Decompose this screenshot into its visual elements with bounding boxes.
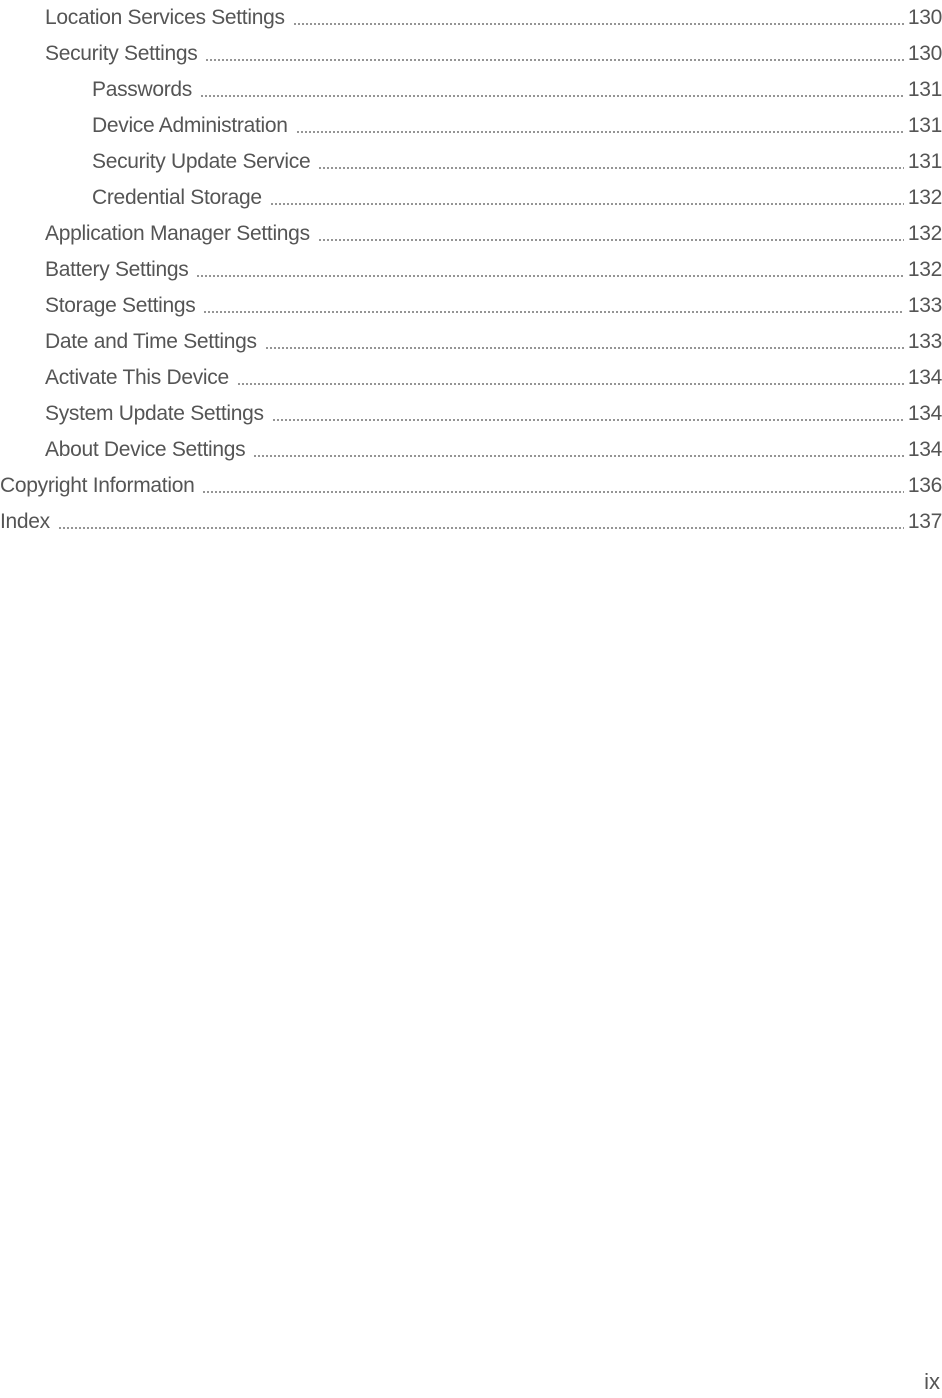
dot-leader	[196, 275, 903, 277]
dot-leader	[58, 527, 904, 529]
toc-entry-system-update-settings[interactable]	[0, 396, 942, 426]
dot-leader	[265, 347, 904, 349]
toc-entry-page: 132	[907, 186, 942, 209]
toc-entry-page: 130	[907, 42, 942, 65]
dot-leader	[205, 59, 903, 61]
toc-entry-storage-settings[interactable]	[0, 288, 942, 318]
dot-leader	[203, 311, 903, 313]
toc-entry-date-and-time-settings[interactable]	[0, 324, 942, 354]
dot-leader	[253, 455, 904, 457]
toc-entry-page: 131	[907, 114, 942, 137]
toc-entry-credential-storage[interactable]	[0, 180, 942, 210]
page-number: ix	[924, 1369, 940, 1394]
toc-entry-title: Location Services Settings	[45, 6, 285, 29]
toc-entry-title: Copyright Information	[0, 474, 195, 497]
toc-entry-title: Security Update Service	[92, 150, 311, 173]
toc-entry-title: Device Administration	[92, 114, 288, 137]
toc-entry-application-manager-settings[interactable]	[0, 216, 942, 246]
toc-entry-index[interactable]	[0, 504, 942, 534]
toc-entry-title: Security Settings	[45, 42, 198, 65]
toc-entry-page: 137	[907, 510, 942, 533]
toc-entry-page: 130	[907, 6, 942, 29]
dot-leader	[237, 383, 904, 385]
toc-entry-page: 134	[907, 438, 942, 461]
toc-entry-battery-settings[interactable]	[0, 252, 942, 282]
toc-entry-title: Battery Settings	[45, 258, 189, 281]
dot-leader	[272, 419, 904, 421]
dot-leader	[202, 491, 903, 493]
toc-entry-page: 134	[907, 402, 942, 425]
dot-leader	[318, 239, 904, 241]
toc-entry-title: Activate This Device	[45, 366, 229, 389]
dot-leader	[318, 167, 903, 169]
dot-leader	[270, 203, 904, 205]
toc-entry-about-device-settings[interactable]	[0, 432, 942, 462]
toc-entry-page: 134	[907, 366, 942, 389]
toc-entry-page: 131	[907, 78, 942, 101]
toc-entry-device-administration[interactable]	[0, 108, 942, 138]
toc-entry-security-settings[interactable]	[0, 36, 942, 66]
toc-entry-security-update-service[interactable]	[0, 144, 942, 174]
toc-entry-location-services-settings[interactable]	[0, 0, 942, 30]
toc-entry-title: Index	[0, 510, 50, 533]
toc-entry-title: Date and Time Settings	[45, 330, 257, 353]
dot-leader	[293, 23, 904, 25]
toc-entry-title: Passwords	[92, 78, 193, 101]
toc-entry-title: Application Manager Settings	[45, 222, 310, 245]
toc-entry-title: Credential Storage	[92, 186, 262, 209]
toc-entry-page: 136	[907, 474, 942, 497]
toc-entry-passwords[interactable]	[0, 72, 942, 102]
toc-entry-copyright-information[interactable]	[0, 468, 942, 498]
toc-entry-title: About Device Settings	[45, 438, 246, 461]
toc-entry-page: 131	[907, 150, 942, 173]
dot-leader	[200, 95, 904, 97]
toc-entry-activate-this-device[interactable]	[0, 360, 942, 390]
toc-entry-page: 133	[907, 294, 942, 317]
toc-entry-page: 132	[907, 222, 942, 245]
toc-entry-page: 133	[907, 330, 942, 353]
toc-entry-page: 132	[907, 258, 942, 281]
toc-entry-title: System Update Settings	[45, 402, 264, 425]
dot-leader	[296, 131, 904, 133]
toc-entry-title: Storage Settings	[45, 294, 196, 317]
